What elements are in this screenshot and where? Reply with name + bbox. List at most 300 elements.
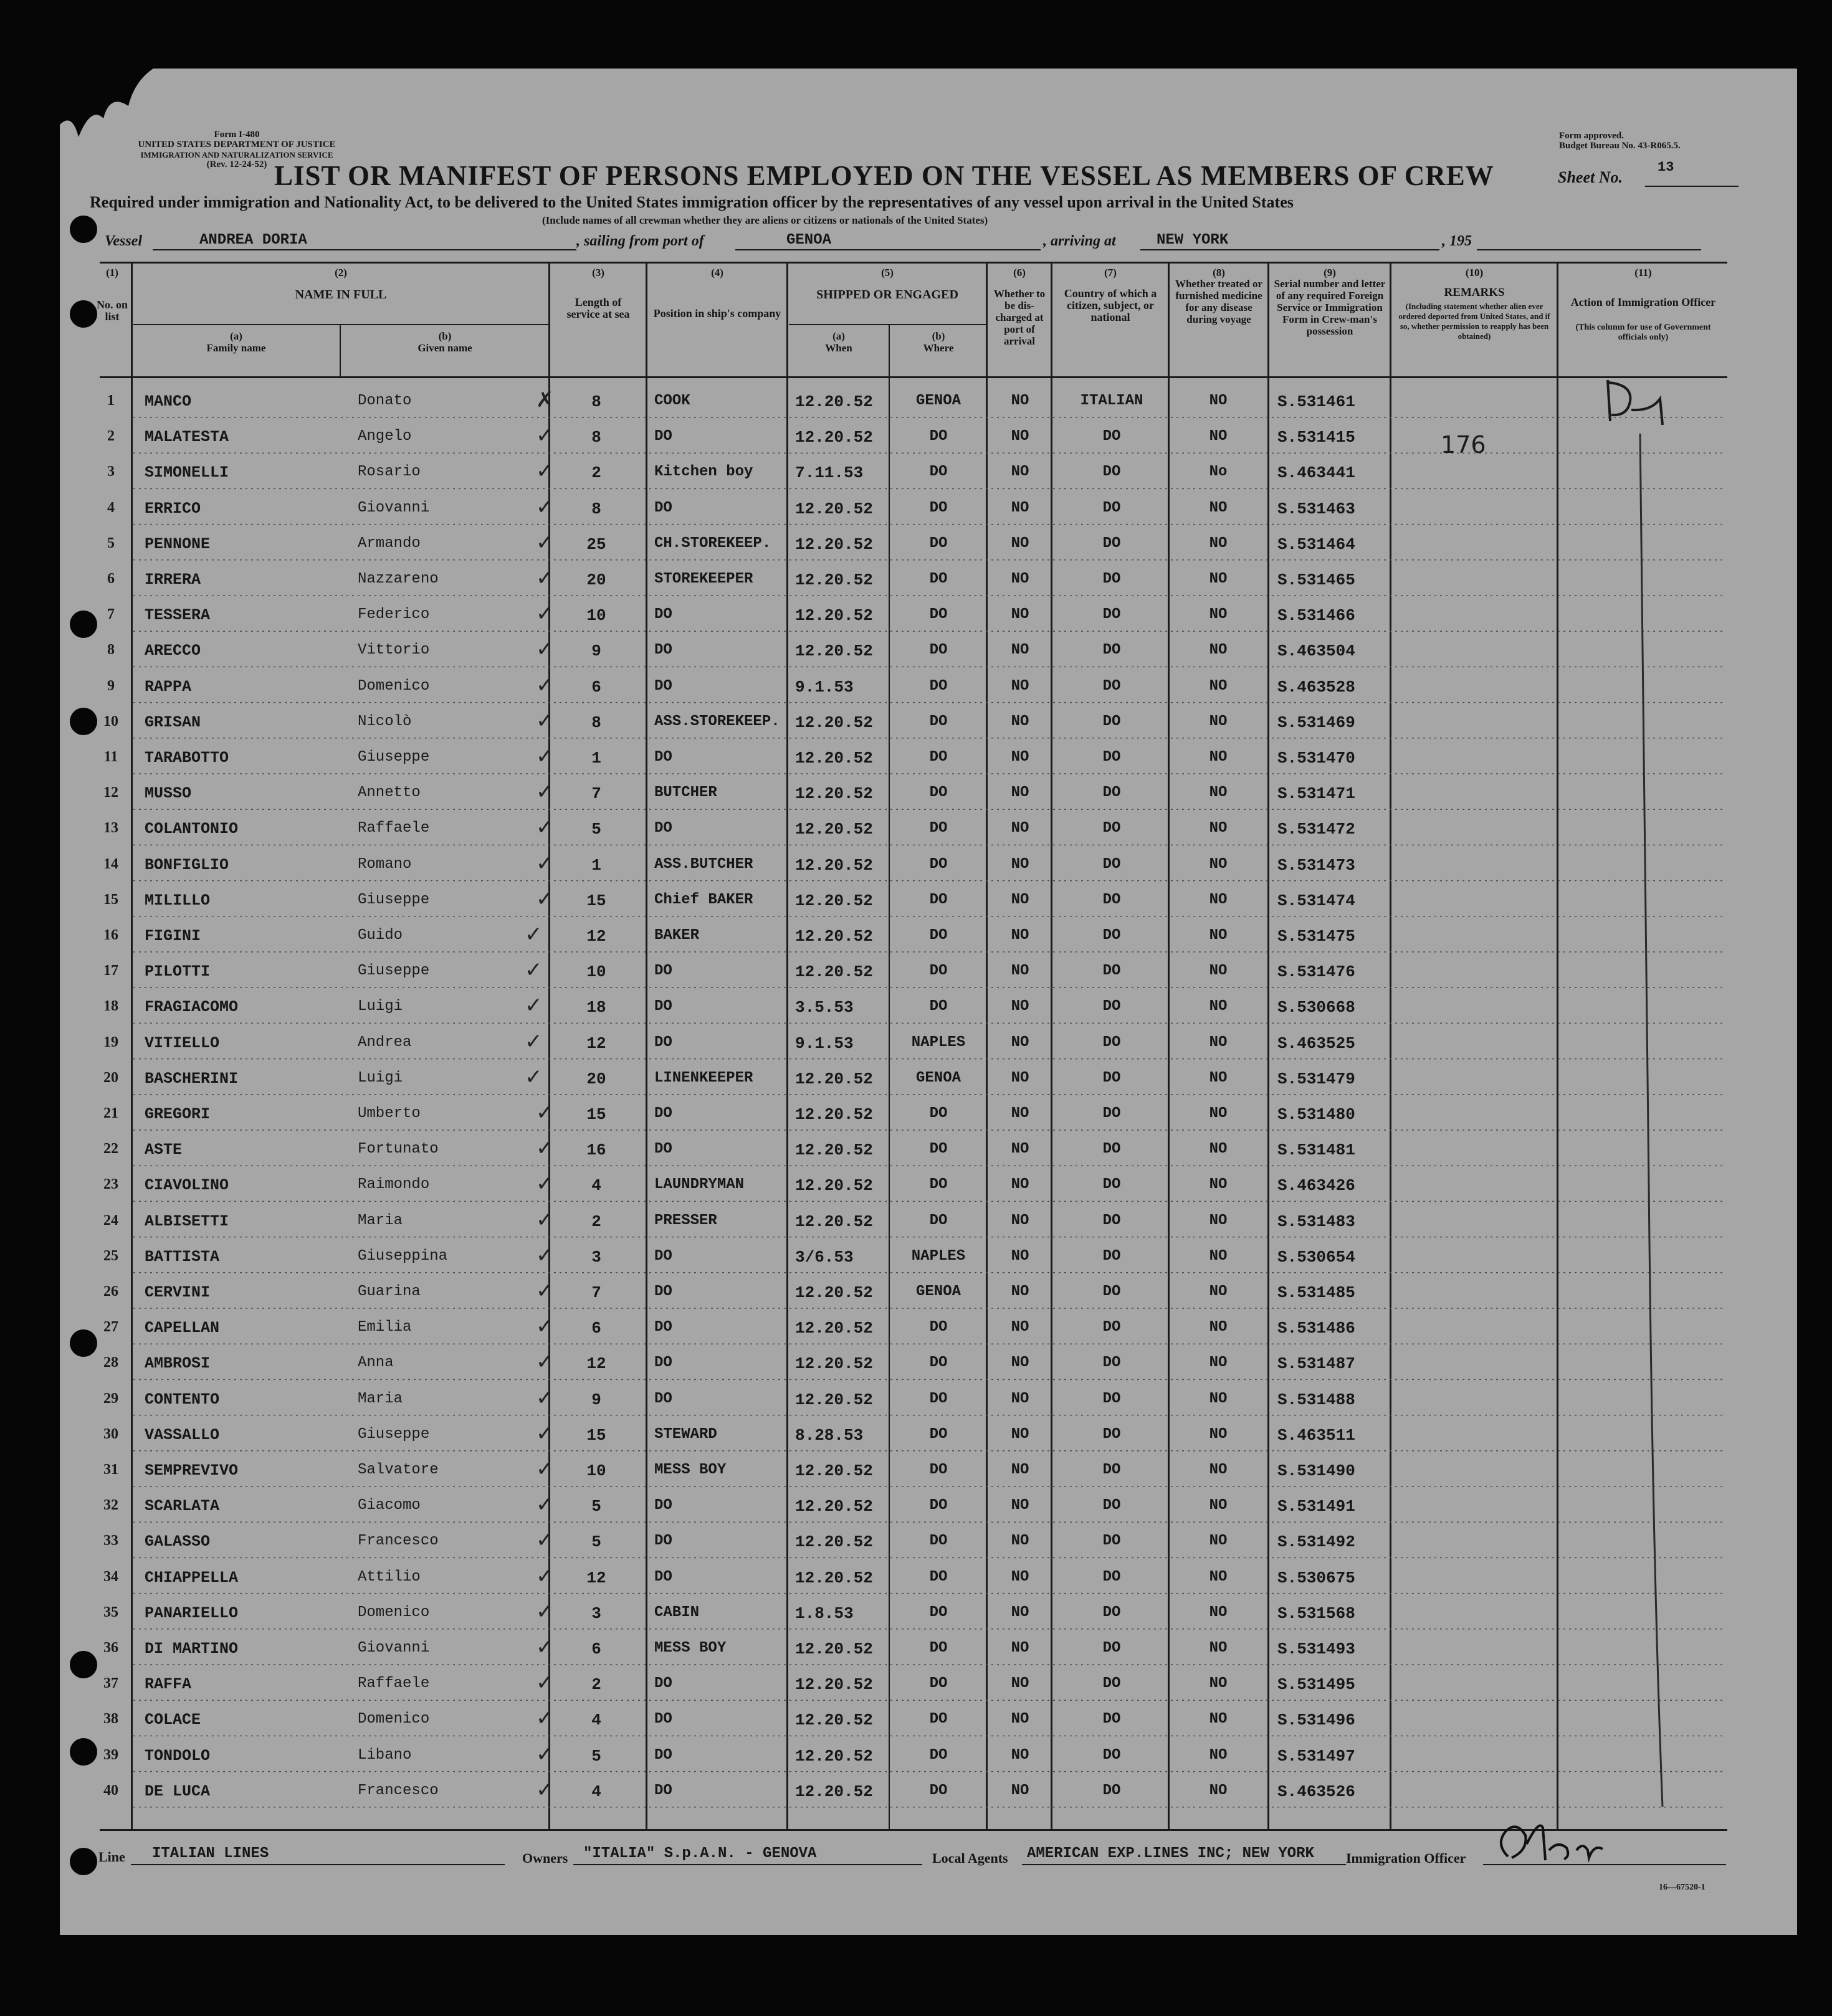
table-row <box>0 1133 1832 1169</box>
discharged-flag: NO <box>1011 1247 1029 1265</box>
given-name: Armando <box>358 535 421 552</box>
row-number: 7 <box>107 606 115 623</box>
given-name: Luigi <box>358 998 403 1015</box>
table-row <box>0 385 1832 421</box>
row-number: 34 <box>103 1568 118 1585</box>
shipped-where: DO <box>929 499 948 516</box>
sheet-label: Sheet No. <box>1558 168 1623 186</box>
family-name: CIAVOLINO <box>145 1176 229 1195</box>
discharged-flag: NO <box>1011 1604 1029 1621</box>
discharged-flag: NO <box>1011 1497 1029 1514</box>
family-name: SCARLATA <box>145 1497 220 1516</box>
check-mark-icon: ✓ <box>536 779 554 805</box>
serial-number: S.463511 <box>1277 1425 1355 1445</box>
length-of-service: 8 <box>591 499 601 518</box>
table-row <box>0 991 1832 1026</box>
serial-number: S.531483 <box>1277 1212 1355 1231</box>
row-number: 26 <box>103 1283 118 1300</box>
discharged-flag: NO <box>1011 1462 1029 1478</box>
position: ASS.BUTCHER <box>654 855 753 873</box>
col2-number: (2) <box>335 267 347 278</box>
discharged-flag: NO <box>1011 1390 1029 1407</box>
row-number: 30 <box>103 1425 118 1442</box>
shipped-where: DO <box>929 1675 948 1693</box>
table-row <box>0 1240 1832 1276</box>
table-row <box>0 1775 1832 1810</box>
shipped-when: 3/6.53 <box>795 1247 854 1267</box>
discharged-flag: NO <box>1011 428 1029 445</box>
shipped-when: 12.20.52 <box>795 749 873 768</box>
check-mark-icon: ✓ <box>536 1492 554 1518</box>
given-name: Nicolò <box>358 713 412 730</box>
given-name: Fortunato <box>358 1141 439 1158</box>
discharged-flag: NO <box>1011 1141 1029 1158</box>
medical-flag: NO <box>1209 1746 1228 1764</box>
country: DO <box>1102 1497 1121 1514</box>
shipped-when: 12.20.52 <box>795 535 873 554</box>
medical-flag: NO <box>1209 1675 1228 1693</box>
family-name: ALBISETTI <box>145 1212 229 1230</box>
discharged-flag: NO <box>1011 749 1029 766</box>
medical-flag: NO <box>1209 1390 1228 1407</box>
row-number: 10 <box>103 713 118 730</box>
given-name: Giuseppe <box>358 963 430 980</box>
col8-header: Whether treated or furnished medicine for any disease during voyage <box>1175 278 1263 325</box>
shipped-when: 12.20.52 <box>795 1319 873 1338</box>
discharged-flag: NO <box>1011 606 1029 624</box>
check-mark-icon: ✓ <box>536 815 554 840</box>
medical-flag: NO <box>1209 1568 1228 1586</box>
shipped-where: DO <box>929 606 948 624</box>
position: DO <box>654 749 672 766</box>
shipped-when: 12.20.52 <box>795 1069 873 1088</box>
col10-header: REMARKS <box>1444 286 1505 299</box>
vessel-label: Vessel <box>105 233 142 249</box>
owners-label: Owners <box>522 1850 568 1866</box>
department: UNITED STATES DEPARTMENT OF JUSTICE <box>138 140 336 150</box>
table-row <box>0 812 1832 848</box>
position: STOREKEEPER <box>654 571 753 587</box>
medical-flag: NO <box>1209 1711 1228 1728</box>
length-of-service: 6 <box>591 677 601 697</box>
family-name: SIMONELLI <box>145 464 229 482</box>
table-row <box>0 634 1832 670</box>
given-name: Emilia <box>358 1319 412 1336</box>
row-number: 38 <box>103 1711 118 1728</box>
shipped-when: 1.8.53 <box>795 1604 854 1623</box>
medical-flag: NO <box>1209 1354 1228 1372</box>
table-row <box>0 1419 1832 1454</box>
serial-number: S.531463 <box>1277 499 1355 518</box>
shipped-when: 12.20.52 <box>795 428 873 447</box>
given-name: Giovanni <box>358 1640 430 1657</box>
check-mark-icon: ✓ <box>536 1670 554 1696</box>
serial-number: S.463525 <box>1277 1034 1355 1053</box>
col5-header: SHIPPED OR ENGAGED <box>816 288 958 302</box>
shipped-when: 12.20.52 <box>795 1675 873 1695</box>
length-of-service: 2 <box>591 1675 601 1695</box>
given-name: Rosario <box>358 464 421 481</box>
check-mark-icon: ✓ <box>536 1457 554 1481</box>
check-mark-icon: ✓ <box>536 1136 554 1161</box>
shipped-when: 12.20.52 <box>795 1533 873 1552</box>
shipped-when: 12.20.52 <box>795 1746 873 1766</box>
shipped-where: NAPLES <box>911 1247 966 1265</box>
given-name: Federico <box>358 606 430 624</box>
given-name: Guido <box>358 927 403 944</box>
row-number: 25 <box>103 1247 118 1264</box>
position: DO <box>654 606 672 624</box>
medical-flag: NO <box>1209 1283 1228 1300</box>
medical-flag: NO <box>1209 749 1228 766</box>
shipped-where: DO <box>929 1354 948 1372</box>
table-row <box>0 1027 1832 1062</box>
owners-value: "ITALIA" S.p.A.N. - GENOVA <box>583 1845 817 1862</box>
medical-flag: NO <box>1209 1425 1228 1443</box>
position: Chief BAKER <box>654 891 753 908</box>
line-value: ITALIAN LINES <box>152 1845 269 1862</box>
position: COOK <box>654 392 690 409</box>
check-mark-icon: ✓ <box>536 494 554 520</box>
check-mark-icon: ✓ <box>536 601 554 627</box>
table-row <box>0 670 1832 706</box>
remark-176: 176 <box>1441 431 1486 459</box>
row-number: 5 <box>107 535 115 551</box>
row-number: 4 <box>107 499 115 516</box>
position: MESS BOY <box>654 1640 727 1657</box>
discharged-flag: NO <box>1011 1283 1029 1300</box>
row-number: 23 <box>103 1176 118 1193</box>
country: DO <box>1102 1319 1121 1336</box>
shipped-where: GENOA <box>915 392 961 409</box>
shipped-when: 12.20.52 <box>795 1283 873 1302</box>
serial-number: S.530654 <box>1277 1247 1355 1267</box>
serial-number: S.531474 <box>1277 891 1355 910</box>
discharged-flag: NO <box>1011 535 1029 552</box>
table-row <box>0 884 1832 920</box>
discharged-flag: NO <box>1011 1105 1029 1122</box>
discharged-flag: NO <box>1011 1568 1029 1586</box>
length-of-service: 16 <box>586 1141 606 1160</box>
family-name: IRRERA <box>145 571 201 589</box>
shipped-when: 12.20.52 <box>795 392 873 411</box>
family-name: SEMPREVIVO <box>145 1462 239 1480</box>
length-of-service: 9 <box>591 1390 601 1409</box>
family-name: ASTE <box>145 1141 183 1159</box>
discharged-flag: NO <box>1011 1319 1029 1336</box>
serial-number: S.531493 <box>1277 1640 1355 1658</box>
family-name: RAFFA <box>145 1675 192 1694</box>
check-mark-icon: ✓ <box>536 1420 554 1446</box>
check-mark-icon: ✓ <box>536 530 554 555</box>
check-mark-icon: ✓ <box>536 1100 554 1125</box>
country: DO <box>1102 1782 1121 1799</box>
medical-flag: NO <box>1209 855 1228 873</box>
officer-signature <box>1489 1813 1614 1869</box>
shipped-where: DO <box>929 1746 948 1764</box>
shipped-where: GENOA <box>915 1283 961 1300</box>
sheet-number: 13 <box>1658 159 1674 175</box>
position: DO <box>654 1319 672 1336</box>
shipped-where: DO <box>929 1568 948 1586</box>
row-number: 31 <box>103 1462 118 1478</box>
discharged-flag: NO <box>1011 1711 1029 1728</box>
serial-number: S.531461 <box>1277 392 1355 411</box>
check-mark-icon: ✓ <box>525 1029 543 1054</box>
table-row <box>0 1525 1832 1561</box>
position: DO <box>654 1354 672 1372</box>
col6-number: (6) <box>1013 267 1026 278</box>
medical-flag: NO <box>1209 891 1228 908</box>
col10-number: (10) <box>1465 267 1484 278</box>
table-row <box>0 1668 1832 1703</box>
position: DO <box>654 1533 672 1550</box>
shipped-where: DO <box>929 713 948 730</box>
length-of-service: 8 <box>591 392 601 411</box>
medical-flag: NO <box>1209 713 1228 730</box>
serial-number: S.531473 <box>1277 855 1355 875</box>
country: DO <box>1102 677 1121 695</box>
position: DO <box>654 1034 672 1051</box>
row-number: 28 <box>103 1354 118 1371</box>
shipped-when: 9.1.53 <box>795 677 854 697</box>
shipped-where: DO <box>929 677 948 695</box>
country: DO <box>1102 428 1121 445</box>
serial-number: S.531491 <box>1277 1497 1355 1516</box>
col11-header: Action of Immigration Officer <box>1570 296 1716 308</box>
position: DO <box>654 1675 672 1693</box>
row-number: 6 <box>107 571 115 587</box>
family-name: CONTENTO <box>145 1390 220 1409</box>
family-name: CAPELLAN <box>145 1319 220 1338</box>
check-mark-icon: ✓ <box>536 744 554 769</box>
position: CH.STOREKEEP. <box>654 535 771 552</box>
length-of-service: 15 <box>586 891 606 910</box>
family-name: MANCO <box>145 392 192 411</box>
col5-number: (5) <box>881 267 894 278</box>
check-mark-icon: ✓ <box>536 850 554 876</box>
serial-number: S.531486 <box>1277 1319 1355 1338</box>
row-number: 8 <box>107 642 115 659</box>
given-name: Nazzareno <box>358 571 439 587</box>
check-mark-icon: ✓ <box>536 672 554 698</box>
position: STEWARD <box>654 1425 717 1443</box>
subtitle: Required under immigration and Nationality Act, to be delivered to the United States immigration officer by the representatives of any vessel upon arrival in the United States <box>90 193 1294 211</box>
row-number: 18 <box>103 998 118 1015</box>
country: DO <box>1102 1675 1121 1693</box>
medical-flag: NO <box>1209 1640 1228 1657</box>
table-row <box>0 1739 1832 1775</box>
family-name: FRAGIACOMO <box>145 998 239 1017</box>
col9-header: Serial number and letter of any required Foreign Service or Immigration Form in Crew-man's possession <box>1274 278 1386 337</box>
check-mark-icon: ✓ <box>525 958 543 983</box>
table-row <box>0 955 1832 991</box>
check-mark-icon: ✓ <box>525 1064 543 1090</box>
family-name: VASSALLO <box>145 1425 220 1444</box>
position: DO <box>654 1283 672 1300</box>
arriving-label: , arriving at <box>1043 233 1116 249</box>
medical-flag: NO <box>1209 1176 1228 1194</box>
discharged-flag: NO <box>1011 963 1029 980</box>
shipped-where: DO <box>929 963 948 980</box>
table-row <box>0 1383 1832 1419</box>
shipped-where: DO <box>929 1711 948 1728</box>
family-name: MUSSO <box>145 784 192 803</box>
col1-header: No. on list <box>96 298 128 323</box>
family-name: CHIAPPELLA <box>145 1568 239 1587</box>
discharged-flag: NO <box>1011 713 1029 730</box>
given-name: Annetto <box>358 784 421 802</box>
col11-note: (This column for use of Government officials only) <box>1575 323 1711 342</box>
shipped-where: GENOA <box>915 1069 961 1086</box>
line-label: Line <box>98 1849 125 1865</box>
discharged-flag: NO <box>1011 891 1029 908</box>
table-row <box>0 849 1832 884</box>
medical-flag: NO <box>1209 1319 1228 1336</box>
country: DO <box>1102 535 1121 552</box>
shipped-when: 12.20.52 <box>795 1212 873 1231</box>
given-name: Raimondo <box>358 1176 430 1194</box>
medical-flag: NO <box>1209 677 1228 695</box>
table-row <box>0 1347 1832 1382</box>
check-mark-icon: ✓ <box>536 1207 554 1232</box>
agents-value: AMERICAN EXP.LINES INC; NEW YORK <box>1027 1845 1314 1862</box>
shipped-where: DO <box>929 1640 948 1657</box>
discharged-flag: NO <box>1011 1212 1029 1229</box>
medical-flag: NO <box>1209 1533 1228 1550</box>
check-mark-icon: ✓ <box>536 1171 554 1197</box>
medical-flag: NO <box>1209 927 1228 944</box>
given-name: Domenico <box>358 1711 430 1728</box>
check-mark-icon: ✓ <box>536 1635 554 1660</box>
row-number: 40 <box>103 1782 118 1799</box>
serial-number: S.531472 <box>1277 820 1355 839</box>
shipped-when: 12.20.52 <box>795 571 873 589</box>
row-number: 20 <box>103 1069 118 1086</box>
row-number: 29 <box>103 1390 118 1407</box>
shipped-where: DO <box>929 428 948 445</box>
medical-flag: NO <box>1209 1604 1228 1621</box>
country: DO <box>1102 1390 1121 1407</box>
discharged-flag: NO <box>1011 1640 1029 1657</box>
row-number: 21 <box>103 1105 118 1121</box>
medical-flag: NO <box>1209 392 1228 409</box>
col2-header: NAME IN FULL <box>295 288 387 302</box>
table-row <box>0 1632 1832 1668</box>
length-of-service: 12 <box>586 1354 606 1374</box>
table-row <box>0 1062 1832 1098</box>
length-of-service: 2 <box>591 464 601 483</box>
table-row <box>0 920 1832 955</box>
family-name: ARECCO <box>145 642 201 660</box>
country: DO <box>1102 713 1121 730</box>
row-number: 14 <box>103 855 118 872</box>
col2b-header: (b) Given name <box>417 330 472 354</box>
row-number: 33 <box>103 1533 118 1549</box>
country: DO <box>1102 963 1121 980</box>
given-name: Luigi <box>358 1069 403 1086</box>
serial-number: S.531490 <box>1277 1462 1355 1480</box>
check-mark-icon: ✓ <box>536 1741 554 1767</box>
position: DO <box>654 1497 672 1514</box>
given-name: Salvatore <box>358 1462 439 1478</box>
given-name: Angelo <box>358 428 412 445</box>
table-row <box>0 1561 1832 1597</box>
discharged-flag: NO <box>1011 571 1029 587</box>
family-name: GALASSO <box>145 1533 211 1551</box>
row-number: 3 <box>107 464 115 480</box>
shipped-when: 12.20.52 <box>795 1497 873 1516</box>
length-of-service: 1 <box>591 749 601 768</box>
table-row <box>0 1169 1832 1204</box>
check-mark-icon: ✗ <box>536 388 554 412</box>
shipped-where: DO <box>929 927 948 944</box>
given-name: Giuseppe <box>358 749 430 766</box>
medical-flag: NO <box>1209 1497 1228 1514</box>
serial-number: S.531487 <box>1277 1354 1355 1374</box>
family-name: COLACE <box>145 1711 201 1729</box>
col7-number: (7) <box>1104 267 1117 278</box>
length-of-service: 2 <box>591 1212 601 1231</box>
shipped-where: DO <box>929 1212 948 1229</box>
check-mark-icon: ✓ <box>536 637 554 662</box>
given-name: Raffaele <box>358 820 430 837</box>
serial-number: S.531480 <box>1277 1105 1355 1124</box>
position: ASS.STOREKEEP. <box>654 713 780 730</box>
country: DO <box>1102 998 1121 1015</box>
family-name: BASCHERINI <box>145 1069 239 1088</box>
given-name: Raffaele <box>358 1675 430 1693</box>
shipped-when: 12.20.52 <box>795 1354 873 1374</box>
length-of-service: 1 <box>591 855 601 875</box>
country: DO <box>1102 1746 1121 1764</box>
serial-number: S.531471 <box>1277 784 1355 804</box>
shipped-where: DO <box>929 1462 948 1478</box>
shipped-when: 12.20.52 <box>795 927 873 946</box>
discharged-flag: NO <box>1011 677 1029 695</box>
discharged-flag: NO <box>1011 1675 1029 1693</box>
subtitle-note: (Include names of all crewman whether they are aliens or citizens or nationals of the United States) <box>542 214 988 226</box>
given-name: Guarina <box>358 1283 421 1300</box>
serial-number: S.531469 <box>1277 713 1355 732</box>
col5b-header: (b) Where <box>923 330 954 354</box>
position: DO <box>654 677 672 695</box>
officer-label: Immigration Officer <box>1346 1850 1466 1866</box>
country: DO <box>1102 606 1121 624</box>
length-of-service: 20 <box>586 571 606 589</box>
position: LAUNDRYMAN <box>654 1176 745 1194</box>
serial-number: S.531465 <box>1277 571 1355 589</box>
serial-number: S.531481 <box>1277 1141 1355 1160</box>
discharged-flag: NO <box>1011 1176 1029 1194</box>
position: DO <box>654 998 672 1015</box>
medical-flag: NO <box>1209 535 1228 552</box>
shipped-when: 9.1.53 <box>795 1034 854 1053</box>
col7-header: Country of which a citizen, subject, or national <box>1064 287 1157 323</box>
position: DO <box>654 642 672 659</box>
given-name: Donato <box>358 392 412 409</box>
medical-flag: NO <box>1209 428 1228 445</box>
sailing-label: , sailing from port of <box>576 233 704 249</box>
medical-flag: NO <box>1209 642 1228 659</box>
shipped-where: DO <box>929 1497 948 1514</box>
family-name: TARABOTTO <box>145 749 229 767</box>
agents-label: Local Agents <box>932 1850 1008 1866</box>
length-of-service: 10 <box>586 963 606 982</box>
table-row <box>0 741 1832 777</box>
family-name: MALATESTA <box>145 428 229 447</box>
print-code: 16—67520-1 <box>1659 1883 1706 1892</box>
